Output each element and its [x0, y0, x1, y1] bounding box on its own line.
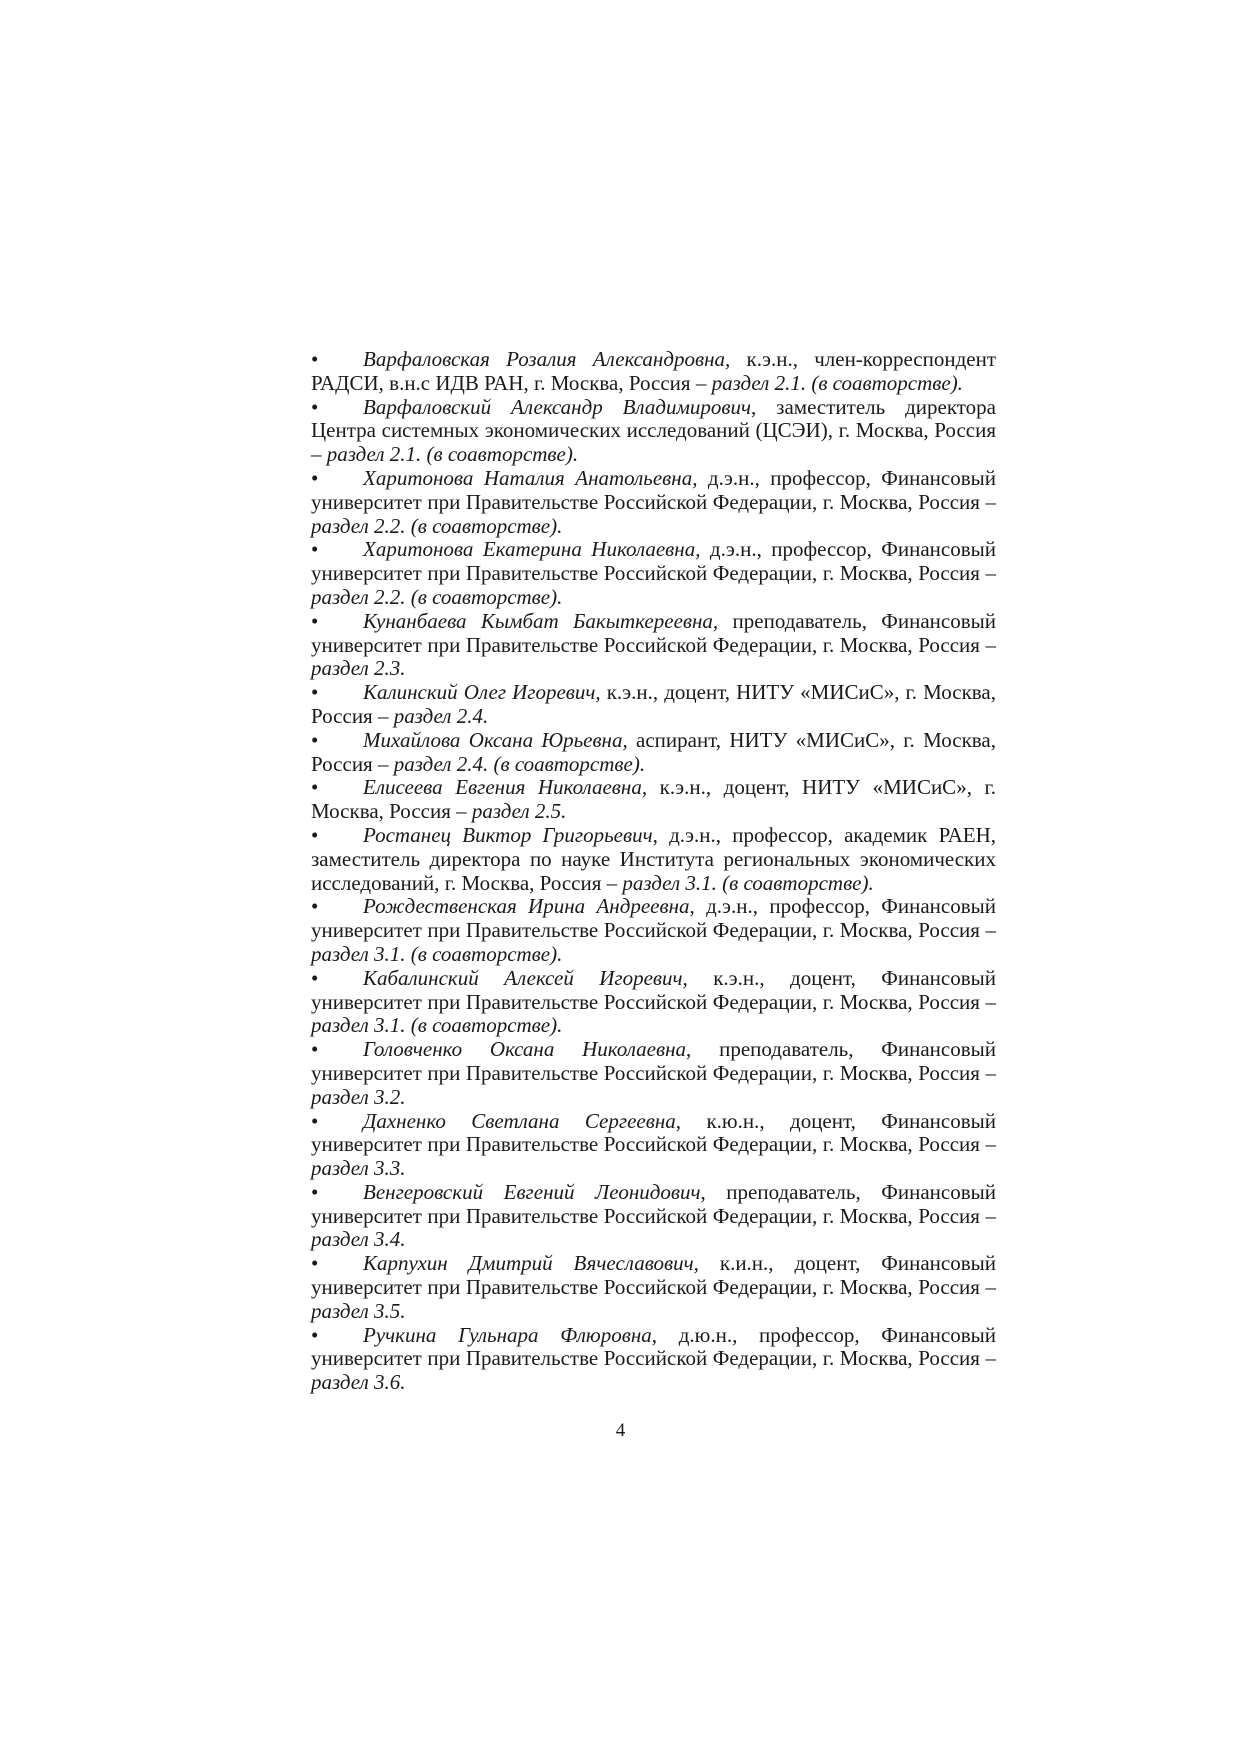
author-entry [311, 1038, 996, 1109]
page-number: 4 [615, 1420, 626, 1441]
bullet-icon: • [311, 727, 319, 752]
author-entry [311, 396, 996, 467]
author-section: раздел 3.2. [311, 1084, 406, 1109]
author-section: раздел 2.4. [393, 703, 489, 728]
bullet-icon: • [311, 608, 319, 633]
author-section: раздел 3.1. (в соавторстве). [622, 870, 874, 895]
author-info: , преподаватель, Финансовый университет при Правительстве Российской Федерации, г. Москва, Россия – [311, 1179, 996, 1228]
author-section: раздел 3.1. (в соавторстве). [311, 941, 563, 966]
bullet-icon: • [311, 1108, 319, 1133]
author-section: раздел 2.5. [471, 799, 567, 824]
bullet-icon: • [311, 822, 319, 847]
author-section: раздел 2.1. (в соавторстве). [711, 370, 963, 395]
author-name: Харитонова Екатерина Николаевна, [363, 537, 701, 562]
author-info: , д.э.н., профессор, Финансовый университет при Правительстве Российской Федерации, г. Москва, Россия – [311, 894, 997, 943]
author-info: , д.ю.н., профессор, Финансовый университет при Правительстве Российской Федерации, г. Москва, Россия – [311, 1322, 996, 1371]
author-info: , к.ю.н., доцент, Финансовый университет при Правительстве Российской Федерации, г. Москва, Россия – [311, 1108, 996, 1157]
author-section: раздел 3.3. [311, 1156, 406, 1181]
author-name: Варфаловский Александр Владимирович [363, 394, 752, 419]
bullet-icon: • [311, 537, 319, 562]
author-info: к.и.н., доцент, Финансовый университет при Правительстве Российской Федерации, г. Москва, Россия – [311, 1251, 996, 1300]
author-entry [311, 1252, 996, 1323]
bullet-icon: • [311, 1179, 319, 1204]
bullet-icon: • [311, 347, 319, 371]
author-name: Дахненко Светлана Сергеевна [363, 1108, 676, 1133]
author-entry [311, 467, 996, 538]
author-section: раздел 3.5. [311, 1298, 406, 1323]
author-section: раздел 3.6. [311, 1370, 406, 1395]
author-name: Михайлова Оксана Юрьевна, [363, 727, 628, 752]
author-info: к.э.н., доцент, НИТУ «МИСиС», г. Москва, Россия – [311, 680, 996, 728]
author-name: Ручкина Гульнара Флюровна [363, 1322, 652, 1347]
author-section: раздел 3.4. [311, 1227, 406, 1252]
bullet-icon: • [311, 680, 319, 705]
author-entry [311, 348, 996, 396]
author-name: Елисеева Евгения Николаевна, [363, 775, 648, 800]
author-entry [311, 729, 996, 777]
author-section: раздел 2.2. (в соавторстве). [311, 513, 563, 538]
author-info: , заместитель директора Центра системных экономических исследований (ЦСЭИ), г. Москва, Россия – [311, 394, 997, 467]
author-name: Рождественская Ирина Андреевна [363, 894, 690, 919]
bullet-icon: • [311, 965, 319, 990]
author-name: Головченко Оксана Николаевна [363, 1037, 687, 1062]
author-entry [311, 538, 996, 609]
author-info: к.э.н., доцент, Финансовый университет при Правительстве Российской Федерации, г. Москва, Россия – [311, 965, 996, 1014]
author-name: Венгеровский Евгений Леонидович [363, 1179, 701, 1204]
bullet-icon: • [311, 775, 319, 800]
author-info: д.э.н., профессор, Финансовый университет при Правительстве Российской Федерации, г. Москва, Россия – [311, 465, 996, 514]
author-info: преподаватель, Финансовый университет при Правительстве Российской Федерации, г. Москва, Россия – [311, 608, 996, 657]
author-section: раздел 2.2. (в соавторстве). [311, 584, 563, 609]
author-info: , преподаватель, Финансовый университет при Правительстве Российской Федерации, г. Москва, Россия – [311, 1037, 996, 1085]
author-info: к.э.н., доцент, НИТУ «МИСиС», г. Москва, Россия – [311, 775, 996, 824]
author-entry [311, 824, 996, 895]
author-name: Варфаловская Розалия Александровна, [363, 347, 731, 371]
author-section: раздел 2.3. [311, 656, 406, 681]
author-name: Кунанбаева Кымбат Бакыткереевна, [363, 608, 719, 633]
author-info: к.э.н., член-корреспондент РАДСИ, в.н.с ИДВ РАН, г. Москва, Россия – [311, 347, 997, 395]
author-entry [311, 1110, 996, 1181]
bullet-icon: • [311, 1037, 319, 1062]
author-info: , д.э.н., профессор, академик РАЕН, заместитель директора по науке Института региональных экономических исследований, г. Москва, Россия – [311, 822, 996, 895]
bullet-icon: • [311, 1322, 319, 1347]
author-entry [311, 681, 996, 729]
author-name: Кабалинский Алексей Игоревич, [363, 965, 688, 990]
author-name: Калинский Олег Игоревич, [363, 680, 601, 705]
author-entry [311, 1324, 996, 1395]
author-entry [311, 1181, 996, 1252]
author-section: раздел 3.1. (в соавторстве). [311, 1013, 563, 1038]
author-list [311, 348, 996, 1395]
bullet-icon: • [311, 1251, 319, 1276]
bullet-icon: • [311, 394, 319, 419]
bullet-icon: • [311, 465, 319, 490]
author-entry [311, 776, 996, 824]
author-entry [311, 967, 996, 1038]
author-name: Харитонова Наталия Анатольевна, [363, 465, 698, 490]
bullet-icon: • [311, 894, 319, 919]
author-section: раздел 2.4. (в соавторстве). [393, 751, 646, 776]
author-entry [311, 610, 996, 681]
author-info: аспирант, НИТУ «МИСиС», г. Москва, Россия – [311, 727, 996, 776]
author-section: раздел 2.1. (в соавторстве). [326, 442, 579, 467]
author-entry [311, 895, 996, 966]
author-name: Ростанец Виктор Григорьевич [363, 822, 653, 847]
author-name: Карпухин Дмитрий Вячеславович, [363, 1251, 699, 1276]
author-info: д.э.н., профессор, Финансовый университет при Правительстве Российской Федерации, г. Москва, Россия – [311, 537, 996, 586]
